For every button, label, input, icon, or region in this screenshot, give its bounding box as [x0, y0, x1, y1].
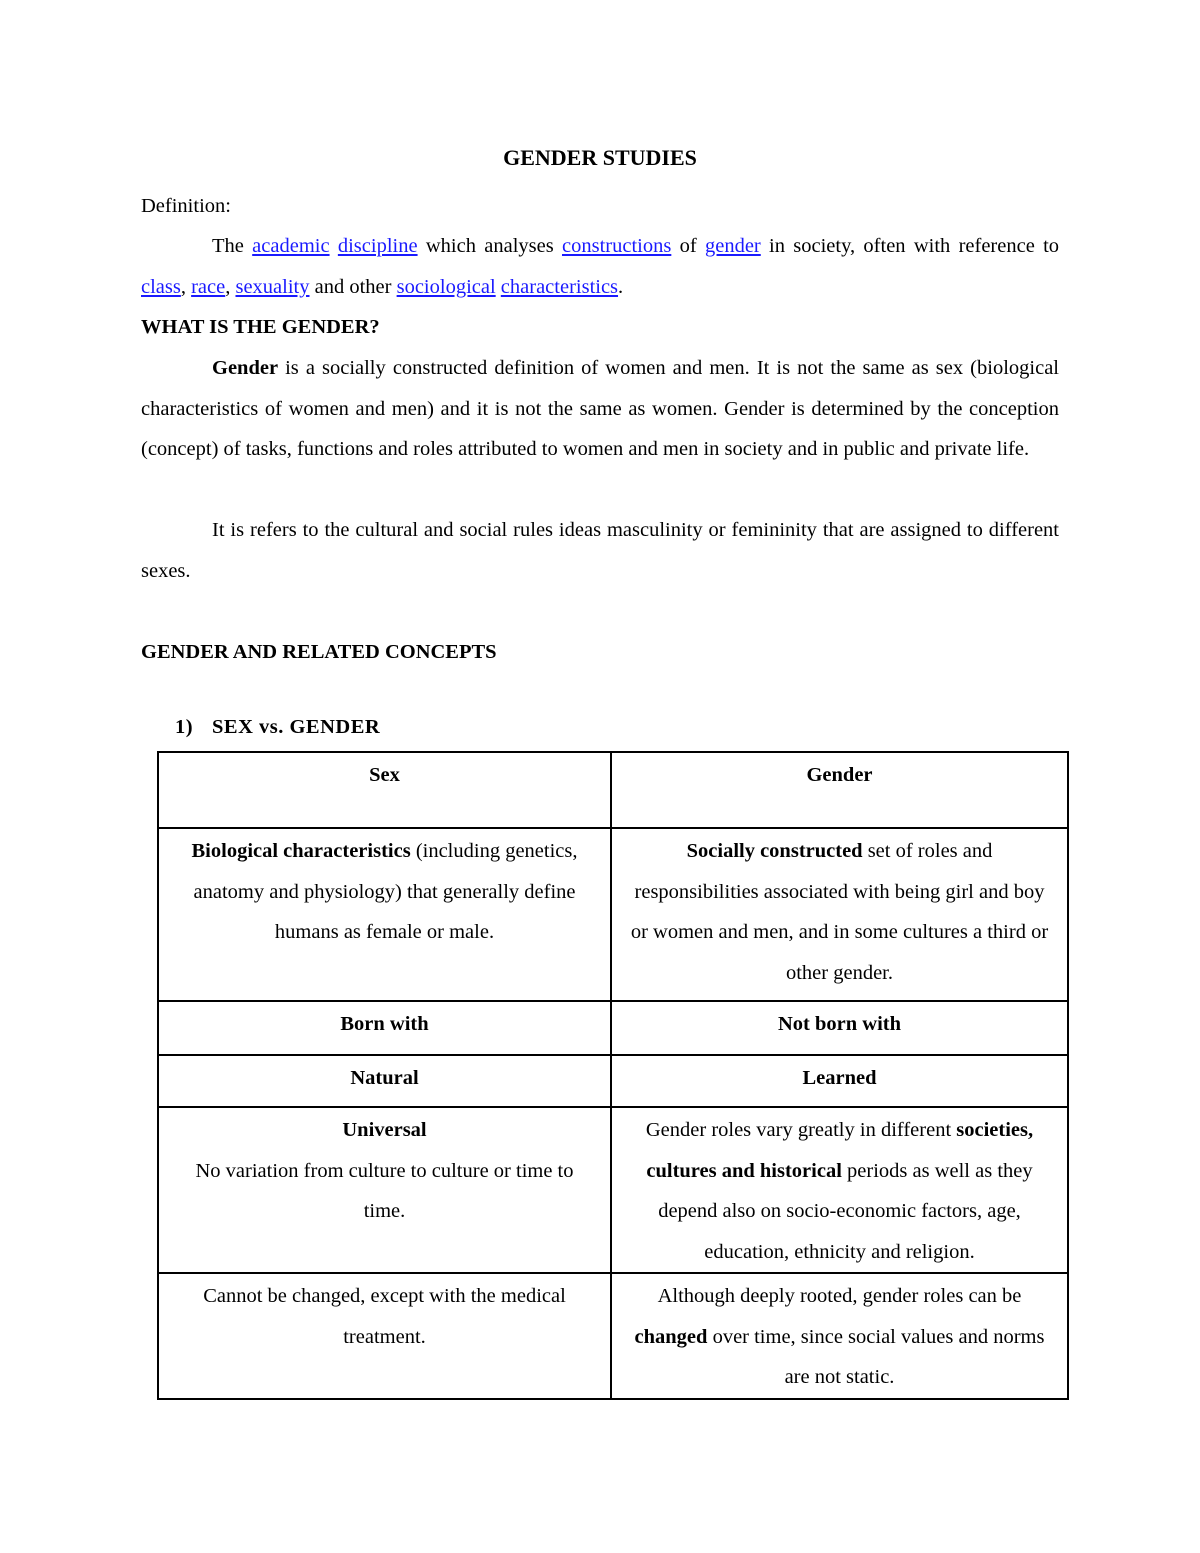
definition-label: Definition:: [141, 195, 231, 217]
link-constructions[interactable]: constructions: [562, 235, 672, 257]
header-gender: Gender: [611, 752, 1068, 828]
table-row: [158, 1001, 1068, 1055]
link-sexuality[interactable]: sexuality: [235, 275, 310, 298]
table-row: [158, 1107, 1068, 1273]
cell-sex-change: Cannot be changed, except with the medical treatment.: [158, 1273, 611, 1399]
cell-sex-definition: Biological characteristics (including genetics, anatomy and physiology) that generally define humans as female or male.: [158, 828, 611, 1001]
list-item-sex-vs-gender: [175, 716, 380, 739]
what-is-gender-heading: WHAT IS THE GENDER?: [141, 316, 380, 338]
page-title: GENDER STUDIES: [503, 145, 697, 170]
list-number: 1): [175, 716, 194, 738]
cell-gender-change: Although deeply rooted, gender roles can be changed over time, since social values and norms are not static.: [611, 1273, 1068, 1399]
table-row: [158, 1273, 1068, 1399]
cell-gender-vary: Gender roles vary greatly in different societies, cultures and historical periods as well as they depend also on socio-economic factors, age, education, ethnicity and religion.: [611, 1107, 1068, 1273]
cell-gender-learned: Learned: [611, 1055, 1068, 1107]
sex-vs-gender-table: [157, 751, 1069, 1400]
link-gender[interactable]: gender: [704, 235, 761, 257]
link-race[interactable]: race: [191, 275, 226, 298]
table-row: [158, 828, 1068, 1001]
header-sex: Sex: [158, 752, 611, 828]
link-characteristics[interactable]: characteristics: [500, 275, 619, 298]
cell-gender-definition: Socially constructed set of roles and responsibilities associated with being girl and boy or women and men, and in some cultures a third or other gender.: [611, 828, 1068, 1001]
list-label: SEX vs. GENDER: [212, 716, 381, 738]
cell-sex-born: Born with: [158, 1001, 611, 1055]
gender-paragraph: Gender is a socially constructed definition of women and men. It is not the same as sex (biological characteristics of women and men) and it is not the same as women. Gender is determined by the conception (concept) of tasks, functions and roles attributed to women and men in society and in public and private life.: [141, 357, 1059, 460]
refers-paragraph: It is refers to the cultural and social rules ideas masculinity or femininity that are assigned to different sexes.: [141, 519, 1059, 582]
cell-gender-born: Not born with: [611, 1001, 1068, 1055]
link-class[interactable]: class: [141, 275, 181, 298]
link-discipline[interactable]: discipline: [337, 235, 418, 257]
table-header-row: [158, 752, 1068, 828]
cell-sex-natural: Natural: [158, 1055, 611, 1107]
link-sociological[interactable]: sociological: [396, 275, 496, 298]
link-academic[interactable]: academic: [252, 235, 330, 257]
cell-sex-universal: Universal No variation from culture to culture or time to time.: [158, 1107, 611, 1273]
table-row: [158, 1055, 1068, 1107]
definition-paragraph: The academic discipline which analyses constructions of gender in society, often with reference to class, race, sexuality and other sociological characteristics.: [141, 235, 1060, 298]
related-concepts-heading: GENDER AND RELATED CONCEPTS: [141, 641, 497, 663]
